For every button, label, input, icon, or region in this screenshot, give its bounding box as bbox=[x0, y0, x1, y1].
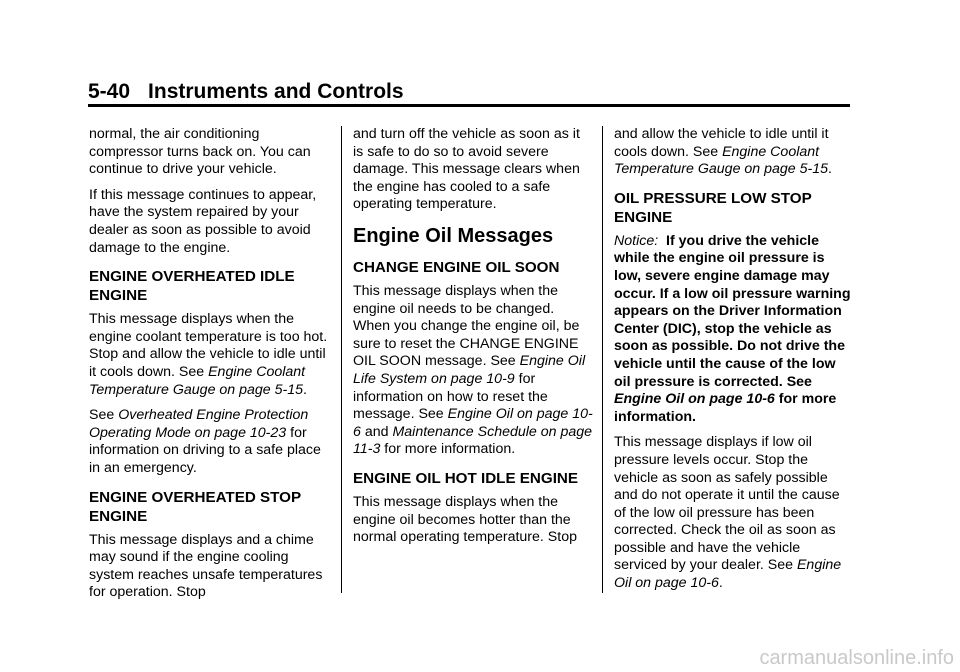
column-3 bbox=[614, 126, 854, 601]
section-title: Instruments and Controls bbox=[148, 80, 404, 103]
paragraph: See Overheated Engine Protection Operating Mode on page 10-23 for information on driving to a safe place in an emergency. bbox=[89, 407, 321, 476]
cross-reference[interactable]: Engine Oil on page 10-6 bbox=[614, 391, 775, 408]
paragraph: This message displays if low oil pressure levels occur. Stop the vehicle as soon as safely possible and do not operate it until the cause of the low oil pressure has been corrected. Check the oil as soon as possible and have the vehicle serviced by your dealer. See Engine Oil on page 10-6. bbox=[614, 434, 842, 592]
cross-reference[interactable]: Engine Oil on page 10-6 bbox=[614, 557, 842, 592]
heading-change-engine-oil-soon: CHANGE ENGINE OIL SOON bbox=[353, 258, 560, 276]
column-1 bbox=[89, 126, 329, 610]
column-divider-1 bbox=[341, 126, 342, 593]
paragraph: This message displays when the engine oil becomes hotter than the normal operating temperature. Stop bbox=[353, 493, 577, 546]
page-header bbox=[88, 80, 404, 104]
paragraph: This message displays when the engine coolant temperature is too hot. Stop and allow the vehicle to idle until it cools down. See Engine Coolant Temperature Gauge on page 5-15. bbox=[89, 311, 328, 398]
notice-label: Notice: bbox=[614, 232, 659, 249]
cross-reference[interactable]: Engine Oil on page 10-6 bbox=[353, 406, 593, 440]
page-number: 5-40 bbox=[88, 80, 131, 103]
heading-engine-oil-messages: Engine Oil Messages bbox=[353, 224, 554, 247]
cross-reference[interactable]: Engine Coolant Temperature Gauge on page 5-15 bbox=[89, 363, 306, 398]
column-2 bbox=[353, 126, 593, 555]
header-rule bbox=[88, 104, 850, 107]
paragraph: If this message continues to appear, have the system repaired by your dealer as soon as possible to avoid damage to the engine. bbox=[89, 186, 317, 256]
paragraph: This message displays and a chime may sound if the engine cooling system reaches unsafe temperatures for operation. Stop bbox=[89, 531, 323, 601]
cross-reference[interactable]: Overheated Engine Protection Operating Mode on page 10-23 bbox=[89, 407, 309, 441]
cross-reference[interactable]: Maintenance Schedule on page 11-3 bbox=[353, 423, 593, 458]
heading-engine-overheated-idle: ENGINE OVERHEATED IDLE ENGINE bbox=[89, 268, 295, 305]
column-divider-2 bbox=[602, 126, 603, 593]
heading-engine-overheated-stop: ENGINE OVERHEATED STOP ENGINE bbox=[89, 488, 301, 525]
heading-engine-oil-hot: ENGINE OIL HOT IDLE ENGINE bbox=[353, 469, 579, 487]
paragraph: normal, the air conditioning compressor turns back on. You can continue to drive your vehicle. bbox=[89, 126, 311, 178]
paragraph: and allow the vehicle to idle until it cools down. See Engine Coolant Temperature Gauge on page 5-15. bbox=[614, 126, 832, 178]
paragraph: and turn off the vehicle as soon as it is safe to do so to avoid severe damage. This message clears when the engine has cooled to a safe operating temperature. bbox=[353, 126, 580, 213]
notice: Notice: If you drive the vehicle while the engine oil pressure is low, severe engine damage may occur. If a low oil pressure warning appears on the Driver Information Center (DIC), stop the vehicle as soon as possible. Do not drive the vehicle until the cause of the low oil pressure is corrected. See Engine Oil on page 10-6 for more information. bbox=[614, 232, 851, 425]
heading-oil-pressure-low: OIL PRESSURE LOW STOP ENGINE bbox=[614, 189, 812, 226]
paragraph: This message displays when the engine oil needs to be changed. When you change the engine oil, be sure to reset the CHANGE ENGINE OIL SOON message. See Engine Oil Life System on page 10-9 for information on how to reset the message. See Engine Oil on page 10-6 and Maintenance Schedule on page 11-3 for more information. bbox=[353, 282, 593, 458]
watermark: carmanualsonline.info bbox=[759, 647, 954, 669]
cross-reference[interactable]: Engine Coolant Temperature Gauge on page 5-15 bbox=[614, 143, 829, 178]
cross-reference[interactable]: Engine Oil Life System on page 10-9 bbox=[353, 353, 586, 387]
